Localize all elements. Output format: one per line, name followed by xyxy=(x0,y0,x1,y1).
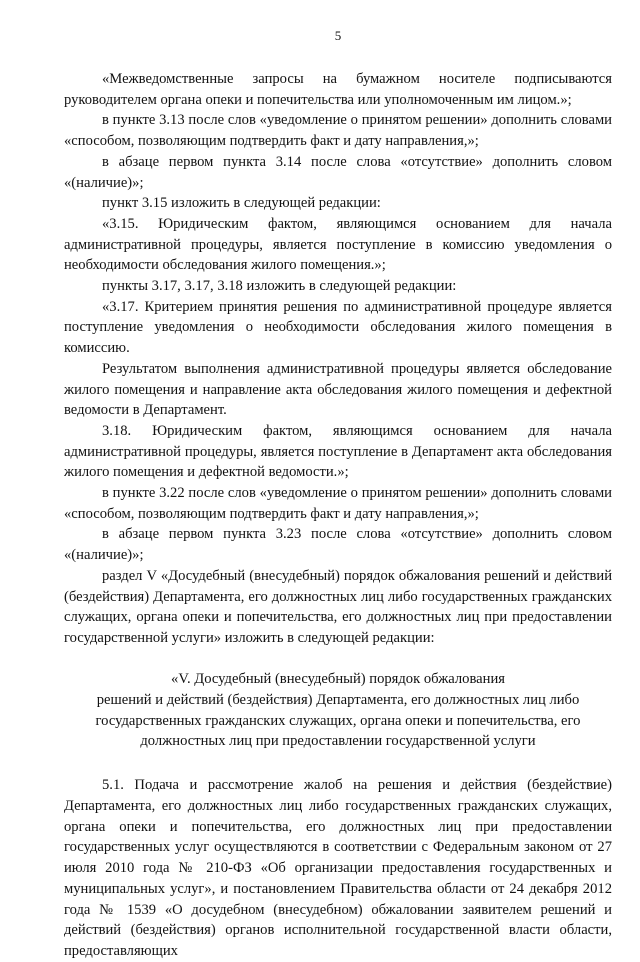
paragraph-point-3-23: в абзаце первом пункта 3.23 после слова «отсутствие» дополнить словом «(наличие)»; xyxy=(64,526,612,564)
paragraph-section-v-intro: раздел V «Досудебный (внесудебный) порядок обжалования решений и действий (бездействия) Департамента, его должностных лиц либо государственных гражданских служащих, органа опеки и попечительства, его должностных лиц при предоставлении государственной услуги» изложить в следующей редакции: xyxy=(64,567,612,646)
paragraph-points-3-17-3-18-intro: пункты 3.17, 3.17, 3.18 изложить в следующей редакции: xyxy=(102,278,457,295)
paragraph-procedure-result: Результатом выполнения административной процедуры является обследование жилого помещения и направление акта обследования жилого помещения и дефектной ведомости в Департамент. xyxy=(64,360,612,419)
amendments-body xyxy=(64,69,612,649)
section-heading-line: «V. Досудебный (внесудебный) порядок обжалования xyxy=(171,670,505,687)
section-heading-line: государственных гражданских служащих, органа опеки и попечительства, его xyxy=(95,712,581,729)
paragraph-point-5-1: 5.1. Подача и рассмотрение жалоб на решения и действия (бездействие) Департамента, его должностных лиц либо государственных гражданских служащих, органа опеки и попечительства, его должностных лиц при предоставлении государственных услуг осуществляются в соответствии с Федеральным законом от 27 июля 2010 года № 210-ФЗ «Об организации предоставления государственных и муниципальных услуг», и постановлением Правительства области от 24 декабря 2012 года № 1539 «О досудебном (внесудебном) обжаловании заявителем решений и действий (бездействия) органов исполнительной государственной власти области, предоставляющих xyxy=(64,777,612,959)
paragraph-point-3-15-text: «3.15. Юридическим фактом, являющимся основанием для начала административной процедуры, является поступление в комиссию уведомления о необходимости обследования жилого помещения.»; xyxy=(64,215,612,274)
paragraph-point-3-13: в пункте 3.13 после слов «уведомление о принятом решении» дополнить словами «способом, позволяющим подтвердить факт и дату направления,»; xyxy=(64,112,612,150)
section-v-body xyxy=(64,775,612,961)
paragraph-point-3-22: в пункте 3.22 после слов «уведомление о принятом решении» дополнить словами «способом, позволяющим подтвердить факт и дату направления,»; xyxy=(64,485,612,522)
paragraph-point-3-15-intro: пункт 3.15 изложить в следующей редакции: xyxy=(102,195,381,212)
page-number: 5 xyxy=(334,28,342,43)
paragraph-point-3-18-text: 3.18. Юридическим фактом, являющимся основанием для начала административной процедуры, является поступление в Департамент акта обследования жилого помещения и дефектной ведомости.»; xyxy=(64,422,612,481)
paragraph-interagency-requests: «Межведомственные запросы на бумажном носителе подписываются руководителем органа опеки и попечительства или уполномоченным им лицом.»; xyxy=(64,71,612,108)
paragraph-point-3-17-text: «3.17. Критерием принятия решения по административной процедуре является поступление уведомления о необходимости обследования жилого помещения в комиссию. xyxy=(64,298,612,357)
section-heading-line: решений и действий (бездействия) Департамента, его должностных лиц либо xyxy=(96,691,580,708)
document-page xyxy=(64,28,612,962)
section-v-heading xyxy=(64,669,612,753)
paragraph-point-3-14: в абзаце первом пункта 3.14 после слова «отсутствие» дополнить словом «(наличие)»; xyxy=(64,153,612,191)
section-heading-line: должностных лиц при предоставлении государственной услуги xyxy=(140,733,536,750)
